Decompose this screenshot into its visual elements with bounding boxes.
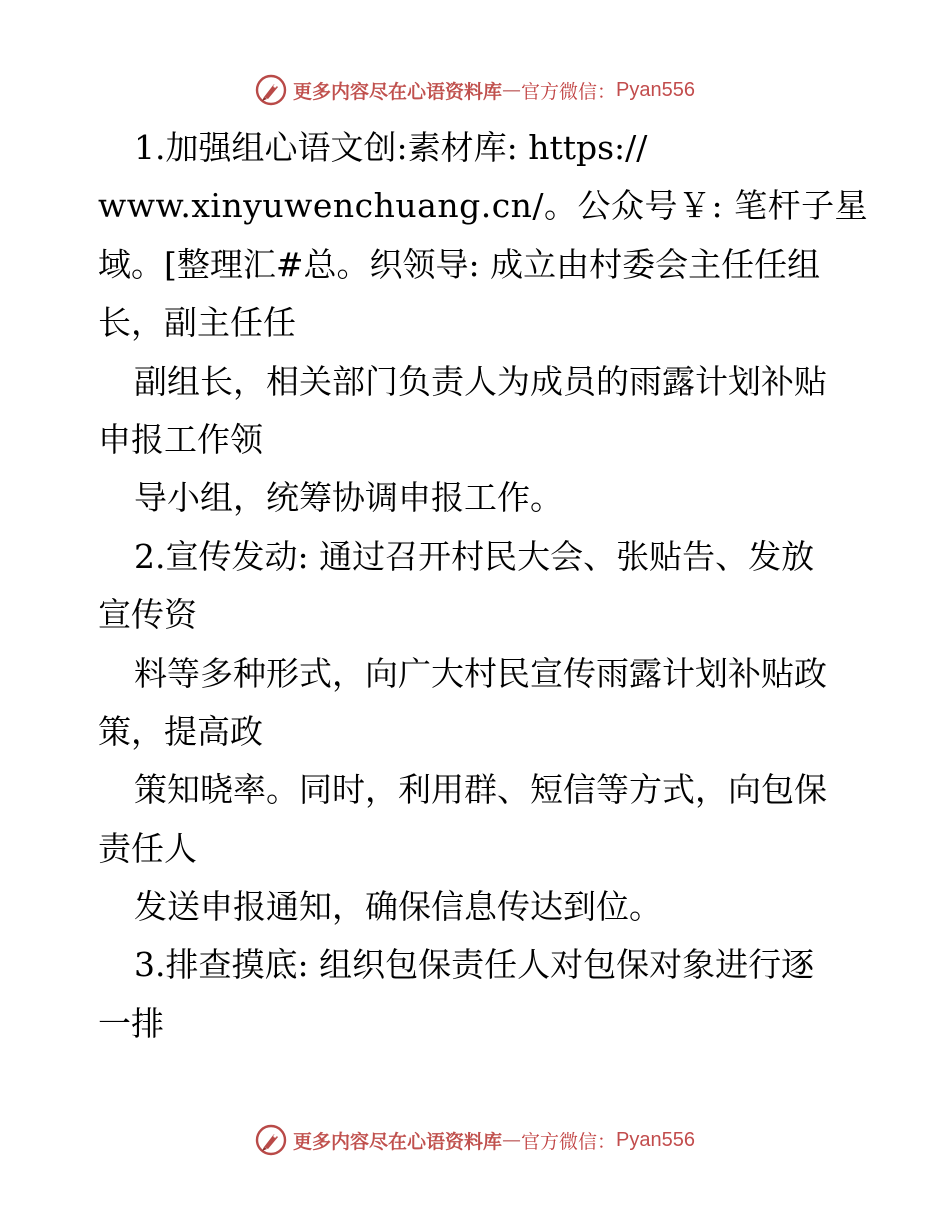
body-line: www.xinyuwenchuang.cn/。公众号￥: 笔杆子星 xyxy=(98,186,869,226)
banner-separator: — xyxy=(502,1129,522,1151)
body-line: 宣传资 xyxy=(98,595,197,635)
body-line: 副组长，相关部门负责人为成员的雨露计划补贴 xyxy=(134,361,827,401)
body-line: 1.加强组心语文创:素材库: https:// xyxy=(134,128,648,167)
body-line: 料等多种形式，向广大村民宣传雨露计划补贴政 xyxy=(134,653,827,693)
banner-main-text: 更多内容尽在心语资料库 xyxy=(293,1130,503,1153)
body-line: 2.宣传发动: 通过召开村民大会、张贴告、发放 xyxy=(134,536,815,576)
footer-banner xyxy=(0,1120,950,1160)
body-line: 责任人 xyxy=(98,828,197,868)
banner-main-text: 更多内容尽在心语资料库 xyxy=(293,80,503,103)
banner-wechat-label: 官方微信： xyxy=(521,80,617,103)
body-line: 发送申报通知，确保信息传达到位。 xyxy=(134,887,662,927)
banner-wechat-id: Pyan556 xyxy=(616,1128,695,1151)
body-line: 策知晓率。同时，利用群、短信等方式，向包保 xyxy=(134,770,827,810)
body-line: 一排 xyxy=(98,1003,164,1043)
pen-nib-logo-icon xyxy=(255,1124,287,1156)
body-line: 域。[整理汇#总。织领导: 成立由村委会主任任组 xyxy=(98,244,821,284)
banner-separator: — xyxy=(502,79,522,101)
body-line: 3.排查摸底: 组织包保责任人对包保对象进行逐 xyxy=(134,945,815,985)
body-line: 长，副主任任 xyxy=(98,303,296,343)
document-body xyxy=(98,119,869,1053)
banner-wechat-label: 官方微信： xyxy=(521,1130,617,1153)
pen-nib-logo-icon xyxy=(255,74,287,106)
body-line: 申报工作领 xyxy=(98,419,263,459)
body-line: 策，提高政 xyxy=(98,711,263,751)
header-banner xyxy=(0,70,950,110)
body-line: 导小组，统筹协调申报工作。 xyxy=(134,478,563,518)
banner-wechat-id: Pyan556 xyxy=(616,78,695,101)
